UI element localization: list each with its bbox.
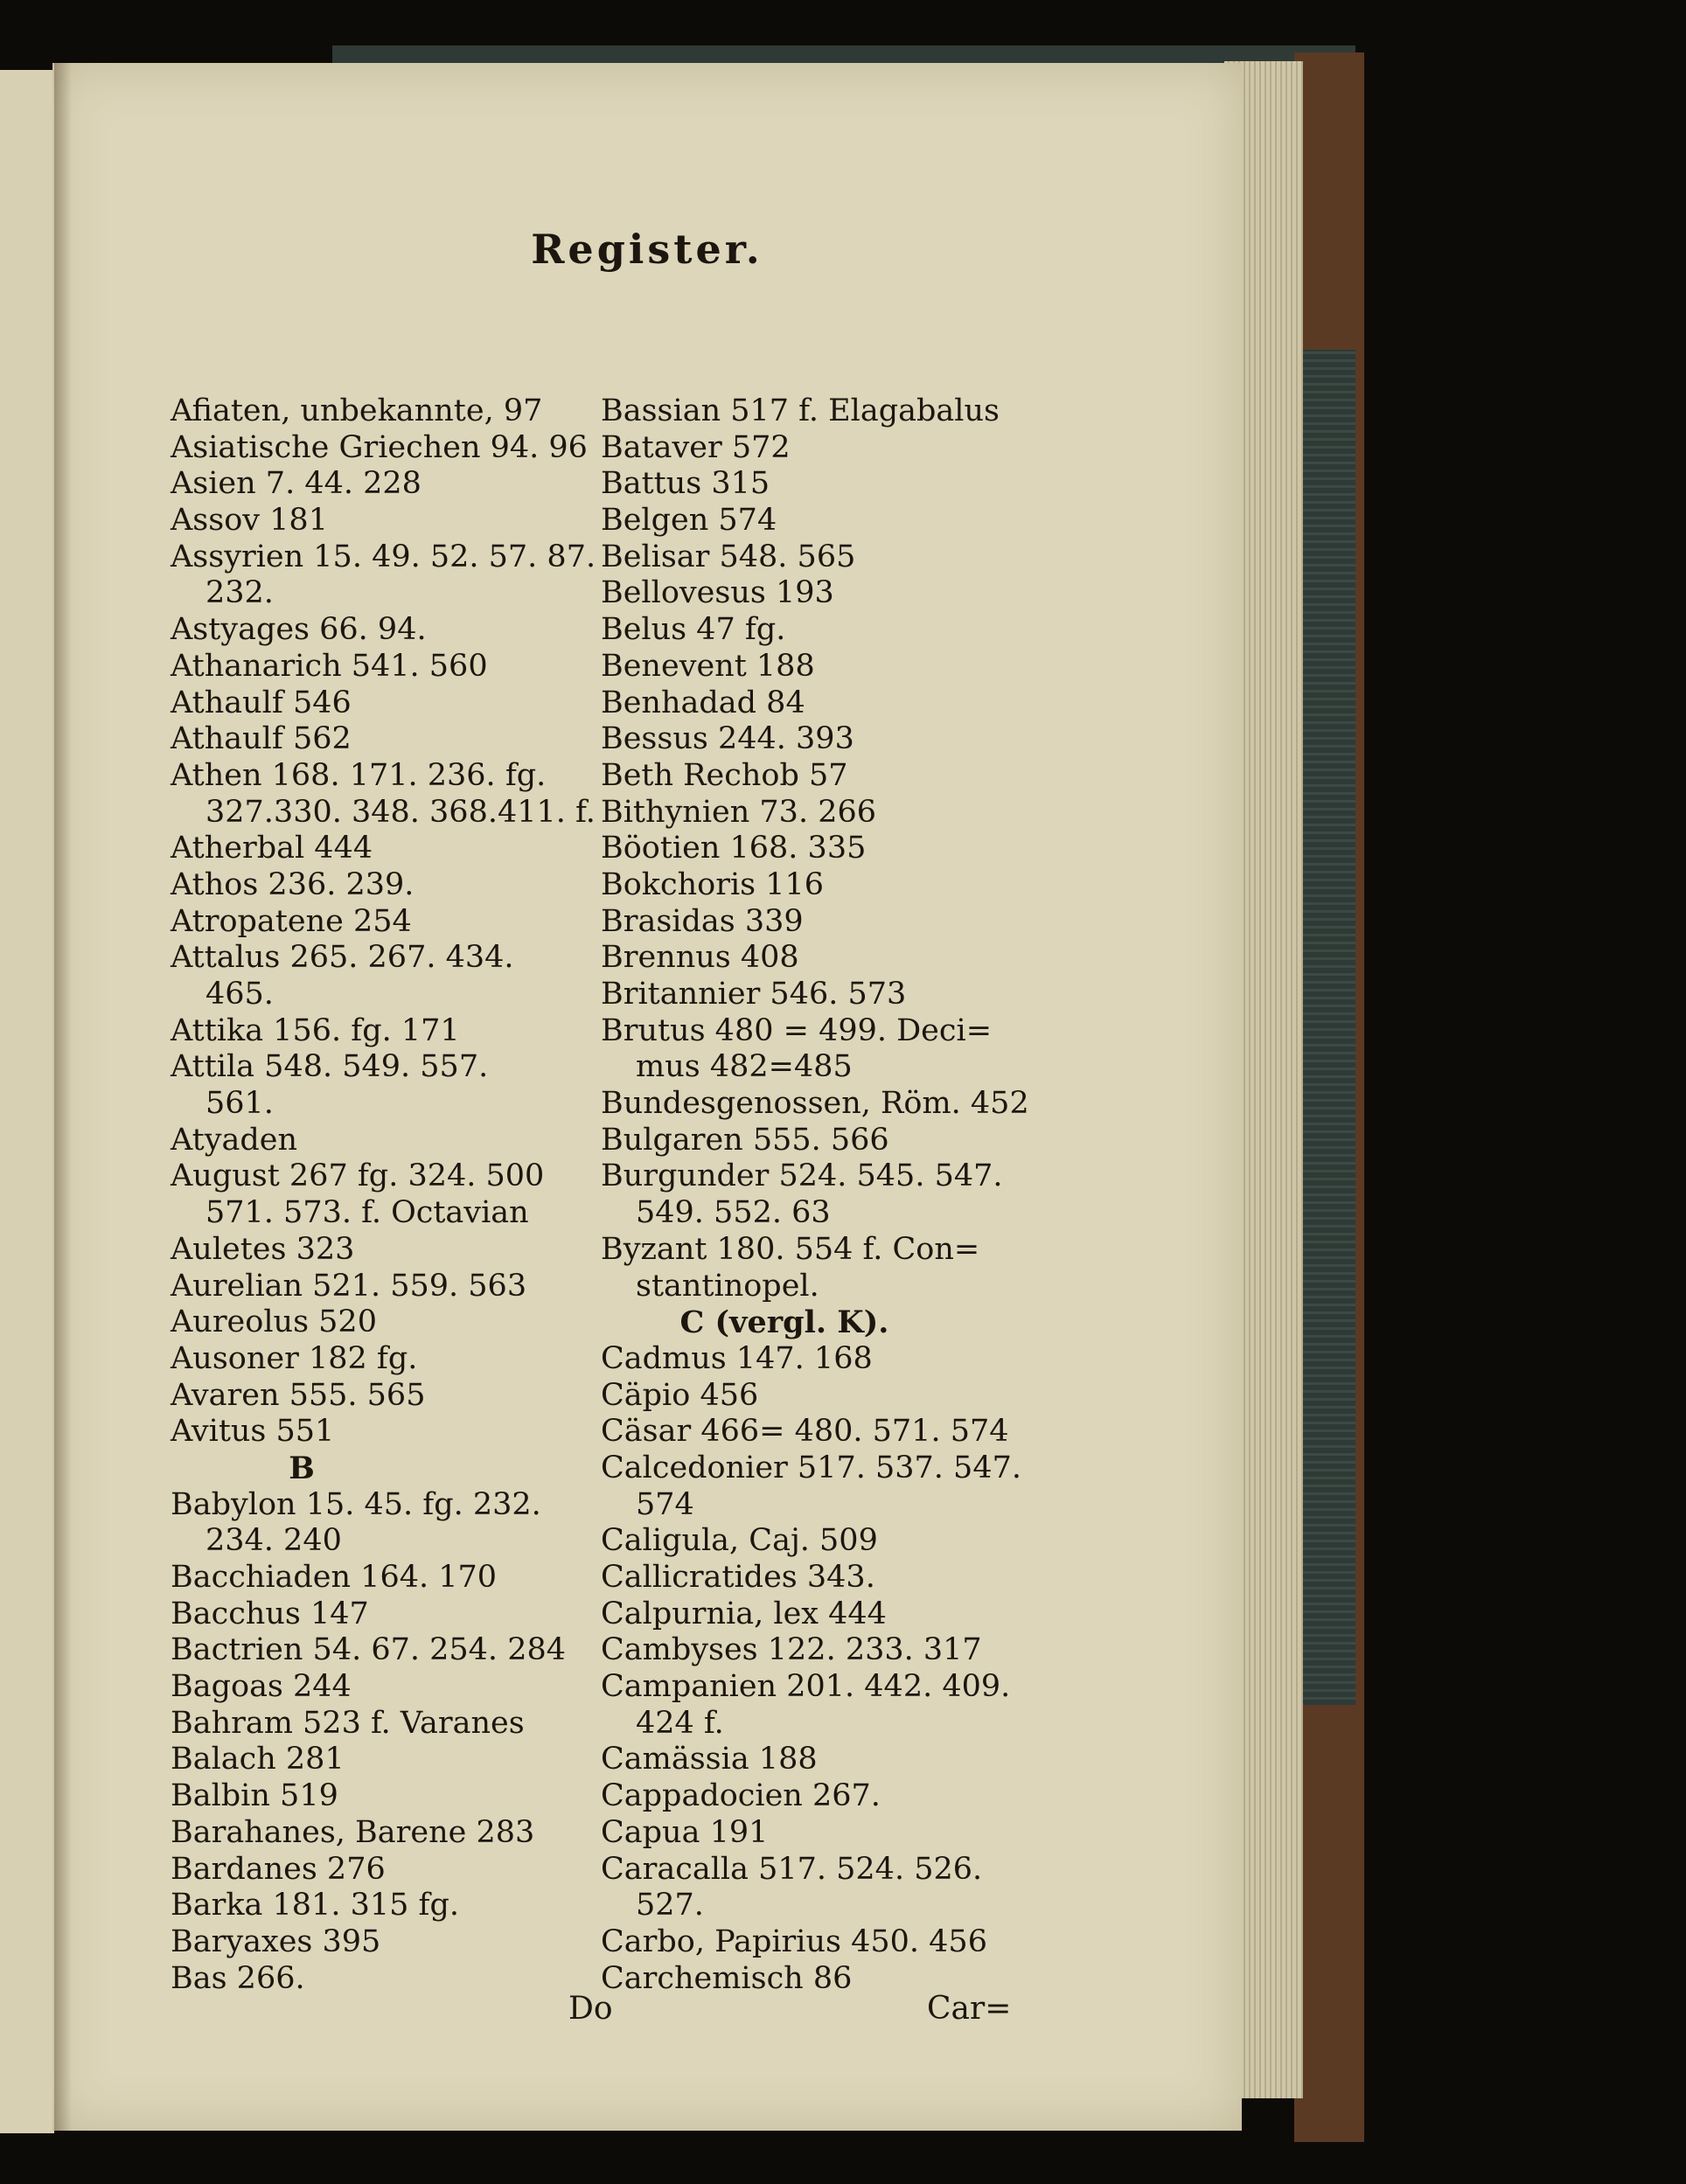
index-entry: Avitus 551: [171, 1414, 335, 1450]
book-page: [52, 63, 1242, 2131]
index-entry: Athanarich 541. 560: [171, 648, 488, 684]
index-entry: Balach 281: [171, 1742, 345, 1777]
index-entry-continuation: mus 482=485: [636, 1049, 853, 1085]
index-entry: Balbin 519: [171, 1778, 338, 1814]
index-entry: Byzant 180. 554 f. Con=: [601, 1231, 980, 1267]
index-column-left: [171, 393, 643, 1997]
index-entry: Burgunder 524. 545. 547.: [601, 1158, 1003, 1194]
index-entry: Belisar 548. 565: [601, 539, 856, 574]
index-entry: Atherbal 444: [171, 831, 373, 866]
index-entry: Brutus 480 = 499. Deci=: [601, 1012, 993, 1048]
index-entry: Bessus 244. 393: [601, 721, 854, 757]
index-entry-continuation: 232.: [206, 575, 274, 611]
index-entry-continuation: 561.: [206, 1086, 274, 1122]
index-entry-continuation: 549. 552. 63: [636, 1195, 831, 1231]
signature-mark: Do: [568, 1991, 613, 2027]
index-entry: Benhadad 84: [601, 685, 805, 720]
index-entry: Böotien 168. 335: [601, 831, 867, 866]
index-entry: Brennus 408: [601, 940, 799, 976]
index-entry: Bacchus 147: [171, 1596, 369, 1631]
index-entry-continuation: stantinopel.: [636, 1268, 819, 1304]
index-entry: Bactrien 54. 67. 254. 284: [171, 1632, 566, 1668]
index-entry: Callicratides 343.: [601, 1560, 875, 1595]
index-entry-continuation: 571. 573. f. Octavian: [206, 1195, 529, 1231]
index-entry: Bagoas 244: [171, 1669, 352, 1705]
index-entry: Bokchoris 116: [601, 866, 825, 902]
index-entry: Caracalla 517. 524. 526.: [601, 1851, 983, 1887]
index-entry: Calcedonier 517. 537. 547.: [601, 1450, 1021, 1485]
index-entry: Assyrien 15. 49. 52. 57. 87.: [171, 539, 596, 574]
spine-marbled-paper: [1301, 350, 1355, 1705]
index-column-right: [601, 393, 1090, 1997]
index-entry: Beth Rechob 57: [601, 757, 848, 793]
index-entry: Cäpio 456: [601, 1377, 759, 1413]
index-entry: Asiatische Griechen 94. 96: [171, 429, 588, 465]
index-entry: Caligula, Caj. 509: [601, 1523, 878, 1559]
facing-page-edge: [0, 70, 54, 2133]
index-entry: Bardanes 276: [171, 1851, 386, 1887]
index-entry: Athos 236. 239.: [171, 866, 415, 902]
catchword: Car=: [927, 1991, 1012, 2027]
page-gutter-shadow: [54, 63, 72, 2131]
index-entry: Cappadocien 267.: [601, 1778, 881, 1814]
index-entry: Aurelian 521. 559. 563: [171, 1268, 527, 1304]
index-entry: Battus 315: [601, 466, 770, 502]
index-entry: Attalus 265. 267. 434.: [171, 940, 514, 976]
index-entry: Atropatene 254: [171, 903, 412, 939]
index-entry: Ausoner 182 fg.: [171, 1340, 418, 1376]
index-entry: Attika 156. fg. 171: [171, 1012, 460, 1048]
index-entry: Assov 181: [171, 503, 328, 539]
index-entry: Aureolus 520: [171, 1304, 377, 1340]
index-entry: Afiaten, unbekannte, 97: [171, 393, 543, 428]
index-entry: Brasidas 339: [601, 903, 804, 939]
section-letter: C (vergl. K).: [679, 1304, 889, 1341]
index-entry: Bulgaren 555. 566: [601, 1122, 889, 1158]
index-entry: Cambyses 122. 233. 317: [601, 1632, 982, 1668]
index-entry-continuation: 527.: [636, 1888, 704, 1923]
index-entry: Atyaden: [171, 1122, 298, 1158]
index-entry: Carbo, Papirius 450. 456: [601, 1923, 987, 1959]
index-entry: Calpurnia, lex 444: [601, 1596, 887, 1631]
index-entry: Belgen 574: [601, 503, 777, 539]
index-entry: Athaulf 546: [171, 685, 352, 720]
index-entry: Auletes 323: [171, 1231, 355, 1267]
index-entry: Cäsar 466= 480. 571. 574: [601, 1414, 1009, 1450]
index-entry: Campanien 201. 442. 409.: [601, 1669, 1011, 1705]
index-entry: Camässia 188: [601, 1742, 818, 1777]
index-entry: Benevent 188: [601, 648, 815, 684]
index-entry: Babylon 15. 45. fg. 232.: [171, 1486, 541, 1522]
index-entry-continuation: 574: [636, 1486, 694, 1522]
index-entry: Athen 168. 171. 236. fg.: [171, 757, 547, 793]
index-entry: August 267 fg. 324. 500: [171, 1158, 545, 1194]
index-entry: Bundesgenossen, Röm. 452: [601, 1086, 1029, 1122]
index-entry-continuation: 465.: [206, 977, 274, 1012]
index-entry: Bahram 523 f. Varanes: [171, 1705, 525, 1741]
index-entry: Bacchiaden 164. 170: [171, 1560, 498, 1595]
index-entry: Asien 7. 44. 228: [171, 466, 422, 502]
index-entry: Bellovesus 193: [601, 575, 834, 611]
section-letter: B: [289, 1450, 315, 1486]
index-entry: Barka 181. 315 fg.: [171, 1888, 459, 1923]
index-entry: Bas 266.: [171, 1960, 305, 1996]
index-entry: Avaren 555. 565: [171, 1377, 426, 1413]
index-entry: Bassian 517 f. Elagabalus: [601, 393, 1000, 428]
index-entry: Belus 47 fg.: [601, 612, 786, 648]
index-entry-continuation: 327.330. 348. 368.411. f.: [206, 794, 596, 830]
index-entry: Cadmus 147. 168: [601, 1340, 873, 1376]
index-entry: Capua 191: [601, 1814, 769, 1850]
index-entry: Carchemisch 86: [601, 1960, 853, 1996]
page-header: Register.: [531, 226, 763, 273]
index-entry: Bataver 572: [601, 429, 791, 465]
index-entry: Bithynien 73. 266: [601, 794, 876, 830]
index-entry: Astyages 66. 94.: [171, 612, 427, 648]
index-entry-continuation: 234. 240: [206, 1523, 342, 1559]
index-entry: Baryaxes 395: [171, 1923, 381, 1959]
index-entry: Barahanes, Barene 283: [171, 1814, 535, 1850]
index-entry: Athaulf 562: [171, 721, 352, 757]
index-entry-continuation: 424 f.: [636, 1705, 724, 1741]
index-entry: Attila 548. 549. 557.: [171, 1049, 489, 1085]
index-entry: Britannier 546. 573: [601, 977, 907, 1012]
